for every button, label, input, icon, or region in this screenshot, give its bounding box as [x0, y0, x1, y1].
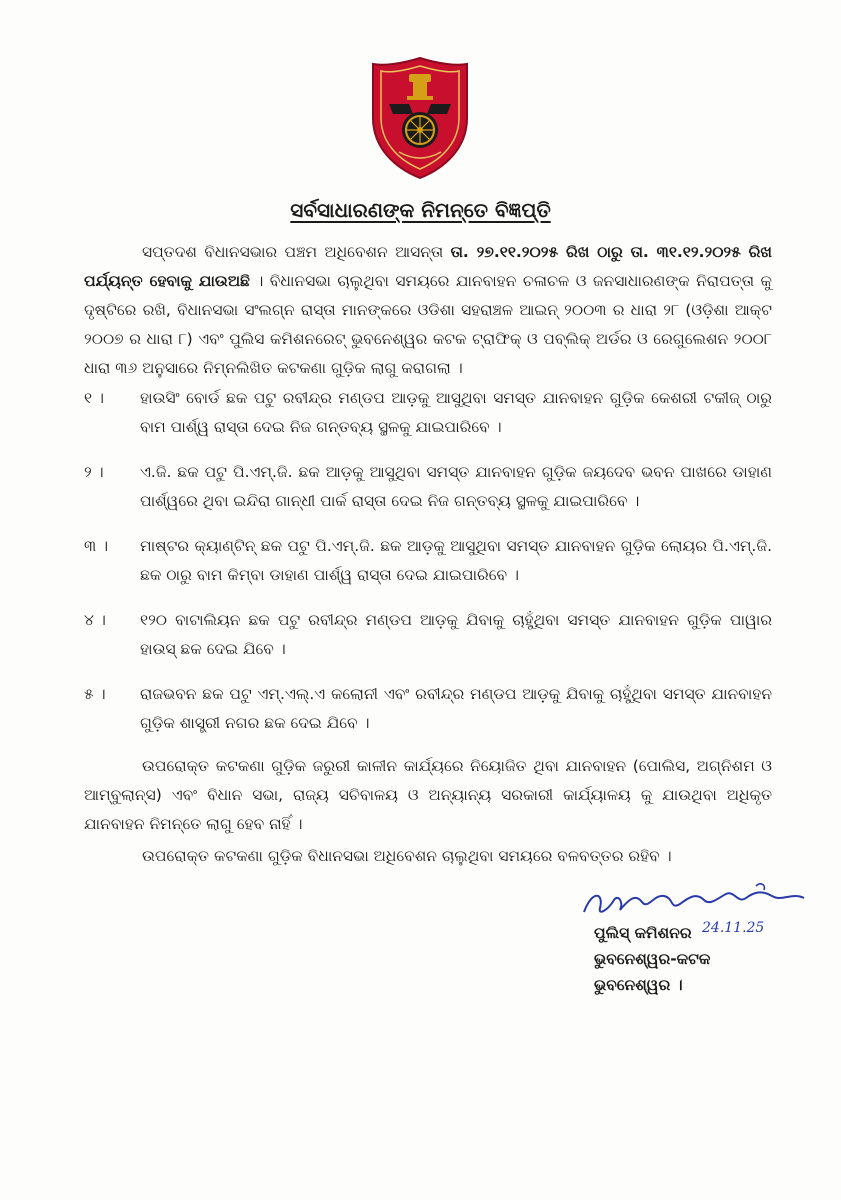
signatory-designation: ପୁଲିସ୍ କମିଶନର [594, 924, 692, 942]
intro-rest: । ବିଧାନସଭା ଚାଲୁଥିବା ସମୟରେ ଯାନବାହନ ଚଳାଚଳ ଓ ଜନସାଧାରଣଙ୍କ ନିରାପତ୍ତା କୁ ଦୃଷ୍ଟିରେ ରଖି, ବିଧାନସଭା ସଂଲଗ୍ନ ରାସ୍ତା ମାନଙ୍କରେ ଓଡିଶା ସହରାଞ୍ଚଳ ଆଇନ୍ ୨୦୦୩ ର ଧାରା ୨୮ (ଓଡ଼ିଶା ଆକ୍ଟ ୨୦୦୭ ର ଧାରା ୮) ଏବଂ ପୁଲିସ କମିଶନରେଟ୍ ଭୁବନେଶ୍ୱର କଟକ ଟ୍ରାଫିକ୍ ଓ ପବ୍ଲିକ୍ ଅର୍ଡର ଓ ରେଗୁଲେଶନ ୨୦୦୮ ଧାରା ୩୬ ଅନୁସାରେ ନିମ୍ନଲିଖିତ କଟକଣା ଗୁଡ଼ିକ ଲାଗୁ କରାଗଲା । [84, 272, 772, 377]
list-item [84, 680, 772, 738]
list-item-text: ରାଜଭବନ ଛକ ପଟୁ ଏମ୍.ଏଲ୍.ଏ କଲୋନୀ ଏବଂ ରବୀନ୍ଦ୍ର ମଣ୍ଡପ ଆଡ଼କୁ ଯିବାକୁ ଚାହୁଁଥିବା ସମସ୍ତ ଯାନବାହନ ଗୁଡ଼ିକ ଶାସ୍ତ୍ରୀ ନଗର ଛକ ଦେଇ ଯିବେ । [140, 685, 772, 732]
list-item-number: ୪ । [84, 611, 106, 629]
signatory-location: ଭୁବନେଶ୍ୱର । [594, 976, 683, 994]
page-title [0, 198, 841, 222]
signature-date: 24.11.25 [702, 920, 765, 936]
list-item-number: ୫ । [84, 685, 106, 703]
intro-paragraph [84, 238, 772, 383]
police-commissionerate-emblem-icon [369, 56, 471, 180]
list-item [84, 606, 772, 664]
page-title-text: ସର୍ବସାଧାରଣଙ୍କ ନିମନ୍ତେ ବିଜ୍ଞପ୍ତି [290, 198, 551, 222]
exemption-paragraph: ଉପରୋକ୍ତ କଟକଣା ଗୁଡ଼ିକ ଜରୁରୀ କାଳୀନ କାର୍ଯ୍ୟରେ ନିୟୋଜିତ ଥିବା ଯାନବାହନ (ପୋଲିସ, ଅଗ୍ନିଶମ ଓ ଆମ୍ବୁଲାନ୍ସ) ଏବଂ ବିଧାନ ସଭା, ରାଜ୍ୟ ସଚିବାଳୟ ଓ ଅନ୍ୟାନ୍ୟ ସରକାରୀ କାର୍ଯ୍ୟାଳୟ କୁ ଯାଉଥିବା ଅଧିକୃତ ଯାନବାହନ ନିମନ୍ତେ ଲାଗୁ ହେବ ନାହିଁ । [84, 757, 772, 833]
list-item-number: ୨ । [84, 463, 104, 481]
list-item-text: ହାଉସିଂ ବୋର୍ଡ ଛକ ପଟୁ ରବୀନ୍ଦ୍ର ମଣ୍ଡପ ଆଡ଼କୁ ଆସୁଥିବା ସମସ୍ତ ଯାନବାହନ ଗୁଡ଼ିକ କେଶରୀ ଟକୀଜ୍ ଠାରୁ ବାମ ପାର୍ଶ୍ୱ ରାସ୍ତା ଦେଇ ନିଜ ଗନ୍ତବ୍ୟ ସ୍ଥଳକୁ ଯାଇପାରିବେ । [140, 389, 772, 436]
intro-dates: ତା. ୨୭.୧୧.୨୦୨୫ ରିଖ ଠାରୁ ତା. ୩୧.୧୨.୨୦୨୫ ରିଖ ପର୍ଯ୍ୟନ୍ତ ହେବାକୁ ଯାଉଅଛି [84, 243, 772, 290]
list-item-text: ମାଷ୍ଟର କ୍ୟାଣ୍ଟିନ୍ ଛକ ପଟୁ ପି.ଏମ୍.ଜି. ଛକ ଆଡ଼କୁ ଆସୁଥିବା ସମସ୍ତ ଯାନବାହନ ଗୁଡ଼ିକ ଲୋୟର ପି.ଏମ୍.ଜି. ଛକ ଠାରୁ ବାମ କିମ୍ବା ଡାହାଣ ପାର୍ଶ୍ୱ ରାସ୍ତା ଦେଇ ଯାଇପାରିବେ । [140, 537, 772, 584]
signature-lines [594, 920, 710, 998]
list-item-number: ୧ । [84, 389, 104, 407]
intro-lead: ସପ୍ତଦଶ ବିଧାନସଭାର ପଞ୍ଚମ ଅଧିବେଶନ ଆସନ୍ତା [142, 243, 451, 261]
list-item [84, 458, 772, 516]
list-item-text: ୧୨୦ ବାଟାଲିୟନ ଛକ ପଟୁ ରବୀନ୍ଦ୍ର ମଣ୍ଡପ ଆଡ଼କୁ ଯିବାକୁ ଚାହୁଁଥିବା ସମସ୍ତ ଯାନବାହନ ଗୁଡ଼ିକ ପାୱାର ହାଉସ୍ ଛକ ଦେଇ ଯିବେ । [140, 611, 772, 658]
signatory-office: ଭୁବନେଶ୍ୱର-କଟକ [594, 950, 711, 968]
list-item-number: ୩ । [84, 537, 109, 555]
list-item [84, 384, 772, 442]
list-item [84, 532, 772, 590]
list-item-text: ଏ.ଜି. ଛକ ପଟୁ ପି.ଏମ୍.ଜି. ଛକ ଆଡ଼କୁ ଆସୁଥିବା ସମସ୍ତ ଯାନବାହନ ଗୁଡ଼ିକ ଜୟଦେବ ଭବନ ପାଖରେ ଡାହାଣ ପାର୍ଶ୍ୱରେ ଥିବା ଇନ୍ଦିରା ଗାନ୍ଧୀ ପାର୍କ ରାସ୍ତା ଦେଇ ନିଜ ଗନ୍ତବ୍ୟ ସ୍ଥଳକୁ ଯାଇପାରିବେ । [140, 463, 772, 510]
effect-paragraph: ଉପରୋକ୍ତ କଟକଣା ଗୁଡ଼ିକ ବିଧାନସଭା ଅଧିବେଶନ ଚାଲୁଥିବା ସମୟରେ ବଳବତ୍ତର ରହିବ । [142, 847, 672, 865]
